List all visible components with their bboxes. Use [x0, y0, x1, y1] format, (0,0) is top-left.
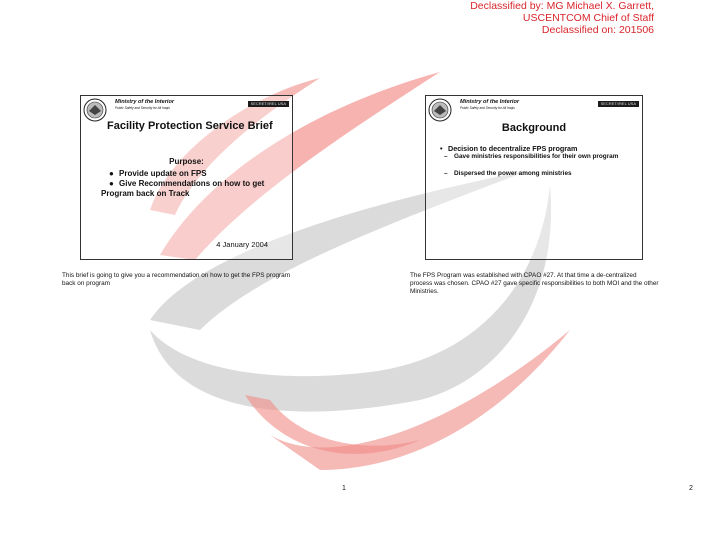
speaker-note-1: This brief is going to give you a recommendation on how to get the FPS program back on program: [62, 272, 291, 287]
purpose-bullet-list: [101, 169, 289, 199]
slide-title: Background: [501, 122, 567, 134]
slide-thumbnail-2: [425, 95, 643, 260]
background-bullet-list: [440, 144, 636, 178]
ministry-seal-icon: [83, 98, 107, 122]
slide-title: Facility Protection Service Brief: [107, 120, 273, 132]
declass-line-3: Declassified on: 201506: [541, 24, 654, 36]
speaker-note-2: The FPS Program was established with CPAO #27. At that time a de-centralized process was chosen. CPAO #27 gave specific responsibilities to both MOI and the other Ministries.: [410, 272, 659, 295]
ministry-subtitle: Public Safety and Security for All Iraqis: [115, 106, 170, 110]
classification-banner: SECRET//REL USA: [598, 101, 639, 107]
bullet-item: [440, 144, 636, 153]
ministry-seal-icon: [428, 98, 452, 122]
page-number-1: 1: [342, 485, 346, 492]
bullet-dot: ●: [109, 169, 114, 178]
bullet-dot: ●: [109, 179, 114, 188]
slide-date: 4 January 2004: [216, 240, 268, 249]
classification-banner: SECRET//REL USA: [248, 101, 289, 107]
declass-line-2: USCENTCOM Chief of Staff: [522, 12, 654, 24]
sub-bullet-text: Dispersed the power among ministries: [454, 170, 572, 177]
slide-thumbnail-1: [80, 95, 293, 260]
ministry-name: Ministry of the Interior: [115, 99, 175, 105]
ministry-name: Ministry of the Interior: [460, 99, 520, 105]
dash-marker: –: [444, 153, 448, 160]
sub-bullet-item: [440, 170, 636, 178]
purpose-heading: Purpose:: [169, 157, 204, 166]
declassification-stamp: [470, 0, 654, 36]
bullet-item: [109, 169, 289, 179]
bullet-continuation: Program back on Track: [101, 189, 190, 198]
bullet-item: [109, 179, 289, 189]
page-number-2: 2: [689, 485, 693, 492]
bullet-dot: •: [440, 144, 443, 153]
bullet-text: Decision to decentralize FPS program: [448, 144, 578, 153]
sub-bullet-text: Gave ministries responsibilities for their own program: [454, 153, 619, 160]
bullet-text: Provide update on FPS: [119, 169, 207, 178]
ministry-subtitle: Public Safety and Security for All Iraqis: [460, 106, 515, 110]
bullet-text: Give Recommendations on how to get: [119, 179, 265, 188]
declass-line-1: Declassified by: MG Michael X. Garrett,: [470, 0, 654, 12]
sub-bullet-item: [440, 153, 636, 161]
dash-marker: –: [444, 170, 448, 177]
